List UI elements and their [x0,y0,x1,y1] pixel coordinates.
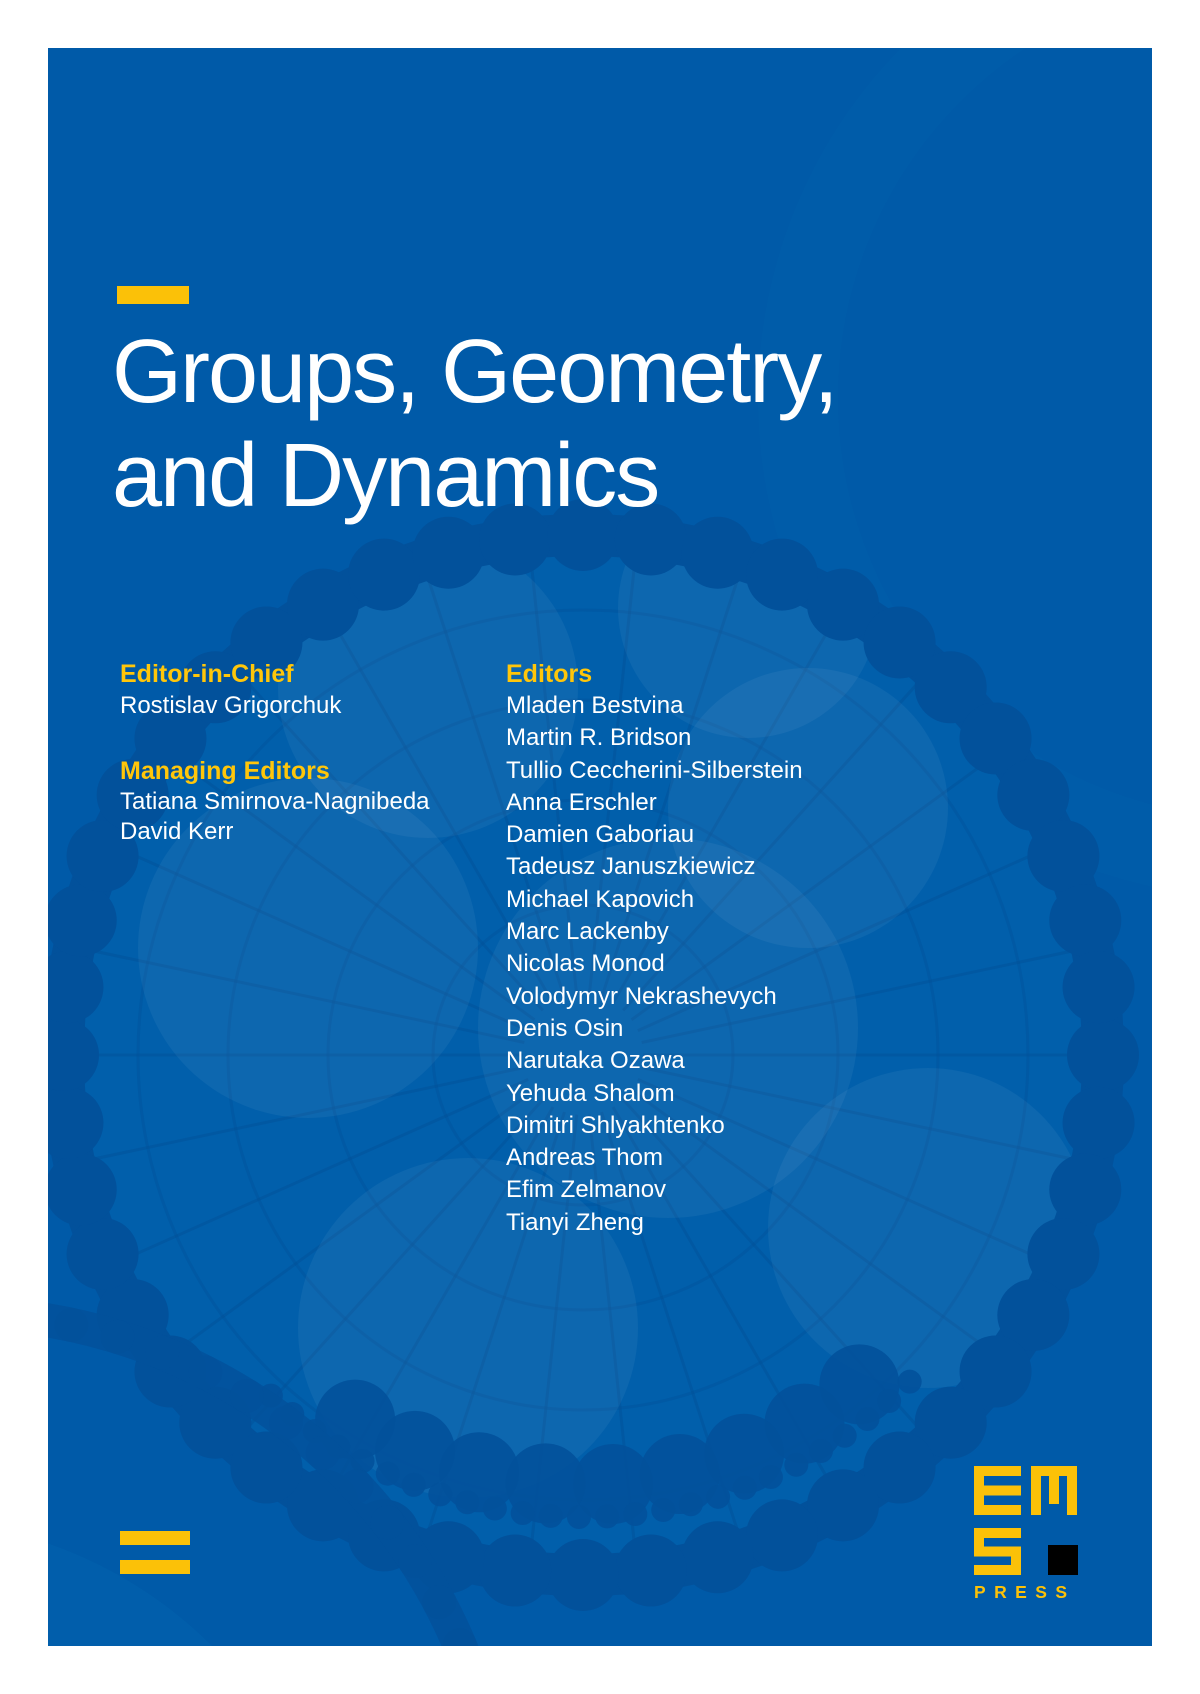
editor-name: Marc Lackenby [506,918,669,946]
editor-name: Volodymyr Nekrashevych [506,982,777,1010]
editors-heading: Editors [506,660,593,688]
equals-mark [120,1531,190,1574]
equals-bar-bottom [120,1560,190,1574]
editor-in-chief-name-list [120,690,341,722]
ems-press-logo [974,1466,1082,1602]
managing-editors-name-list [120,787,430,847]
editor-name: Tatiana Smirnova-Nagnibeda [120,788,430,815]
editor-name: David Kerr [120,818,234,845]
journal-title [112,320,837,528]
journal-title-line-2: and Dynamics [112,426,659,526]
editors-name-list [506,690,803,1239]
editor-name: Tianyi Zheng [506,1208,644,1236]
editor-name: Tullio Ceccherini-Silberstein [506,756,803,784]
editor-name: Tadeusz Januszkiewicz [506,853,756,881]
editor-name: Damien Gaboriau [506,821,695,849]
equals-bar-top [120,1531,190,1545]
editor-name: Nicolas Monod [506,950,665,978]
logo-black-square [1048,1545,1078,1575]
editor-name: Denis Osin [506,1014,624,1042]
editor-name: Narutaka Ozawa [506,1047,685,1075]
logo-letter-m [1031,1466,1077,1515]
logo-press-caption: PRESS [974,1582,1077,1602]
editor-name: Yehuda Shalom [506,1079,675,1107]
editor-name: Dimitri Shlyakhtenko [506,1111,725,1139]
cover-page [48,48,1152,1646]
editor-in-chief-heading: Editor-in-Chief [120,660,294,688]
logo-letter-s [974,1528,1021,1575]
editor-name: Michael Kapovich [506,885,695,913]
editor-name: Rostislav Grigorchuk [120,692,342,719]
editor-name: Martin R. Bridson [506,724,692,752]
editor-name: Efim Zelmanov [506,1176,667,1204]
editor-name: Andreas Thom [506,1144,663,1172]
managing-editors-heading: Managing Editors [120,757,330,785]
journal-title-line-1: Groups, Geometry, [112,322,837,422]
title-dash [117,286,189,304]
editor-name: Anna Erschler [506,788,657,816]
logo-letter-e [974,1466,1021,1515]
editor-name: Mladen Bestvina [506,692,684,719]
